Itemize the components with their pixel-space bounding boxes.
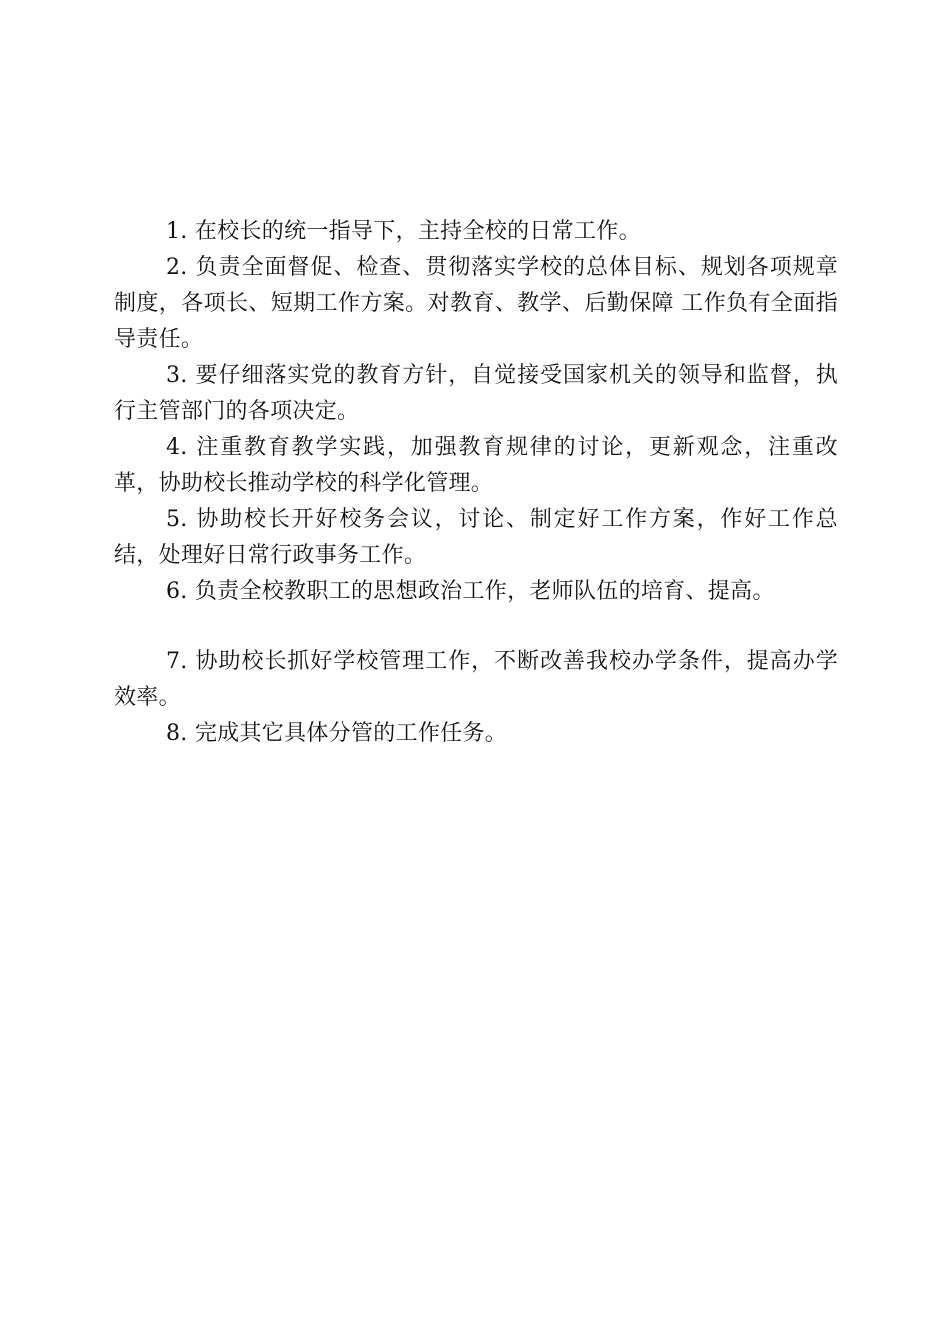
duty-item-6: 6. 负责全校教职工的思想政治工作，老师队伍的培育、提高。: [166, 579, 775, 604]
duty-item-1: 1. 在校长的统一指导下，主持全校的日常工作。: [166, 219, 641, 244]
duty-item-4: 4. 注重教育教学实践，加强教育规律的讨论，更新观念，注重改革，协助校长推动学校的科学化管理。: [114, 435, 838, 496]
duty-item-8: 8. 完成其它具体分管的工作任务。: [166, 721, 508, 746]
duty-item-2: 2. 负责全面督促、检查、贯彻落实学校的总体目标、规划各项规章制度，各项长、短期工作方案。对教育、教学、后勤保障 工作负有全面指导责任。: [114, 255, 838, 352]
duty-item-5: 5. 协助校长开好校务会议，讨论、制定好工作方案，作好工作总结，处理好日常行政事务工作。: [114, 507, 838, 568]
duty-list: [114, 214, 838, 752]
duty-item-3: 3. 要仔细落实党的教育方针，自觉接受国家机关的领导和监督，执行主管部门的各项决定。: [114, 363, 838, 424]
duty-item-7: 7. 协助校长抓好学校管理工作，不断改善我校办学条件，提高办学效率。: [114, 649, 838, 710]
